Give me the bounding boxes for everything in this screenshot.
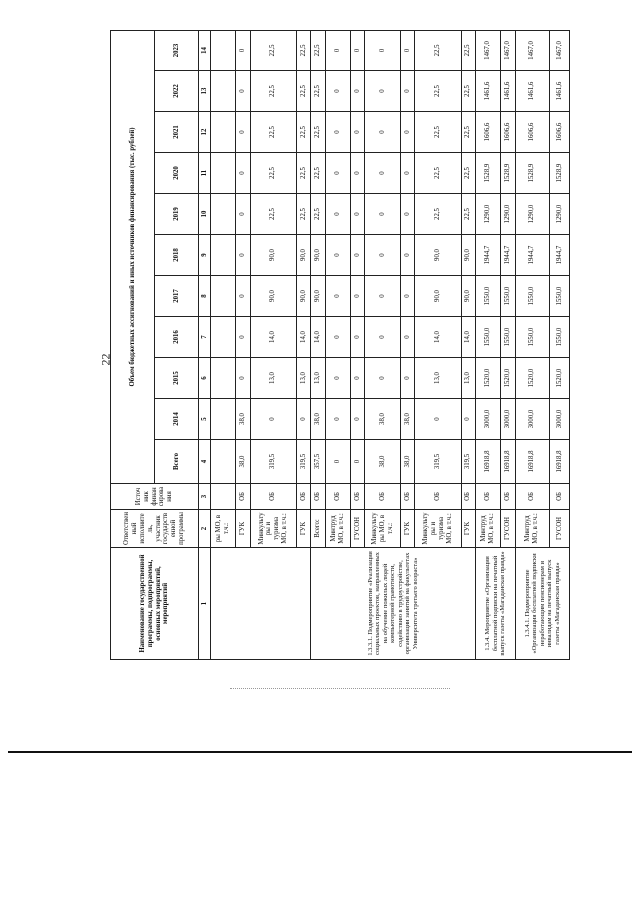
value-cell: 0	[350, 30, 365, 70]
value-cell: 22,5	[461, 194, 476, 235]
source-cell: ОБ	[415, 484, 461, 510]
source-cell: ОБ	[350, 484, 365, 510]
value-cell: 13,0	[250, 358, 296, 399]
value-cell: 1461,6	[476, 71, 501, 112]
header-responsible: Ответственный исполнитель, участник государственной программы	[111, 510, 199, 548]
value-cell: 22,5	[415, 112, 461, 153]
page-number: 22	[98, 353, 113, 366]
value-cell: 1461,6	[501, 71, 516, 112]
value-cell: 22,5	[415, 153, 461, 194]
value-cell: 0	[325, 194, 350, 235]
value-cell: 22,5	[250, 194, 296, 235]
value-cell: 0	[236, 358, 251, 399]
value-cell: 0	[365, 112, 401, 153]
value-cell: 0	[400, 194, 415, 235]
value-cell: 1520,0	[549, 358, 569, 399]
value-cell: 1550,0	[501, 276, 516, 317]
value-cell	[211, 30, 236, 70]
value-cell: 1520,0	[476, 358, 501, 399]
value-cell: 1550,0	[515, 276, 549, 317]
header-source: Источник финансирования	[111, 484, 199, 510]
value-cell: 3000,0	[549, 399, 569, 440]
value-cell: 0	[400, 276, 415, 317]
value-cell: 0	[350, 194, 365, 235]
value-cell: 0	[325, 317, 350, 358]
value-cell: 0	[325, 440, 350, 484]
value-cell: 22,5	[296, 30, 311, 70]
value-cell: 22,5	[296, 194, 311, 235]
value-cell: 22,5	[415, 194, 461, 235]
value-cell: 38,0	[236, 440, 251, 484]
value-cell: 0	[296, 399, 311, 440]
source-cell: ОБ	[549, 484, 569, 510]
column-number: 12	[199, 112, 211, 153]
value-cell: 14,0	[461, 317, 476, 358]
value-cell: 319,5	[461, 440, 476, 484]
measure-name	[211, 548, 311, 660]
value-cell: 1467,0	[476, 30, 501, 70]
budget-table	[110, 30, 570, 660]
responsible-cell: Минкультуры и туризма МО, в т.ч.:	[415, 510, 461, 548]
responsible-cell: ГУК	[400, 510, 415, 548]
value-cell: 0	[350, 153, 365, 194]
value-cell: 0	[325, 71, 350, 112]
header-year: 2016	[155, 317, 199, 358]
source-cell: ОБ	[501, 484, 516, 510]
value-cell: 22,5	[311, 112, 326, 153]
value-cell: 22,5	[415, 30, 461, 70]
responsible-cell: Минтруд МО, в т.ч.:	[325, 510, 350, 548]
value-cell: 0	[365, 194, 401, 235]
value-cell: 38,0	[365, 399, 401, 440]
source-cell: ОБ	[311, 484, 326, 510]
column-number: 4	[199, 440, 211, 484]
responsible-cell: Минтруд МО, в т.ч.:	[476, 510, 501, 548]
column-number-row	[199, 30, 211, 659]
value-cell: 22,5	[296, 112, 311, 153]
value-cell: 0	[365, 153, 401, 194]
value-cell: 16918,8	[476, 440, 501, 484]
header-total: Всего	[155, 440, 199, 484]
source-cell: ОБ	[476, 484, 501, 510]
value-cell: 1290,0	[501, 194, 516, 235]
value-cell: 38,0	[236, 399, 251, 440]
value-cell: 0	[400, 112, 415, 153]
value-cell: 0	[350, 112, 365, 153]
value-cell: 1550,0	[476, 317, 501, 358]
value-cell: 357,5	[311, 440, 326, 484]
value-cell: 0	[400, 153, 415, 194]
value-cell: 90,0	[461, 235, 476, 276]
value-cell: 90,0	[296, 276, 311, 317]
source-cell	[211, 484, 236, 510]
column-number: 13	[199, 71, 211, 112]
value-cell: 319,5	[250, 440, 296, 484]
value-cell: 0	[236, 30, 251, 70]
value-cell	[211, 358, 236, 399]
value-cell: 1606,6	[476, 112, 501, 153]
value-cell: 1606,6	[515, 112, 549, 153]
value-cell: 319,5	[415, 440, 461, 484]
value-cell: 1467,0	[501, 30, 516, 70]
value-cell: 0	[350, 317, 365, 358]
header-year: 2018	[155, 235, 199, 276]
column-number: 3	[199, 484, 211, 510]
value-cell: 16918,8	[501, 440, 516, 484]
value-cell: 0	[236, 276, 251, 317]
value-cell: 1550,0	[476, 276, 501, 317]
value-cell: 0	[365, 358, 401, 399]
value-cell: 90,0	[250, 235, 296, 276]
value-cell: 0	[236, 71, 251, 112]
source-cell: ОБ	[250, 484, 296, 510]
value-cell: 1461,6	[515, 71, 549, 112]
value-cell: 1606,6	[501, 112, 516, 153]
source-cell: ОБ	[365, 484, 401, 510]
rotated-page-content	[110, 30, 570, 660]
value-cell: 22,5	[311, 71, 326, 112]
bottom-rule-line	[8, 751, 632, 753]
value-cell	[211, 440, 236, 484]
value-cell: 38,0	[365, 440, 401, 484]
value-cell: 0	[415, 399, 461, 440]
header-year: 2021	[155, 112, 199, 153]
source-cell: ОБ	[515, 484, 549, 510]
value-cell: 22,5	[250, 30, 296, 70]
value-cell: 0	[325, 235, 350, 276]
value-cell: 16918,8	[549, 440, 569, 484]
value-cell: 1528,9	[501, 153, 516, 194]
source-cell: ОБ	[296, 484, 311, 510]
value-cell: 0	[325, 358, 350, 399]
value-cell: 0	[365, 317, 401, 358]
measure-name: 1.3.4.1. Подмероприятие «Организация бесплатной подписки неработающим пенсионерам и инвалидам на печатный выпуск газеты «Магаданская правда»	[515, 548, 569, 660]
value-cell: 1944,7	[501, 235, 516, 276]
value-cell: 22,5	[296, 153, 311, 194]
value-cell: 14,0	[250, 317, 296, 358]
column-number: 1	[199, 548, 211, 660]
value-cell: 1290,0	[476, 194, 501, 235]
value-cell: 90,0	[415, 235, 461, 276]
value-cell: 22,5	[415, 71, 461, 112]
responsible-cell: ГУК	[236, 510, 251, 548]
column-number: 9	[199, 235, 211, 276]
value-cell: 14,0	[296, 317, 311, 358]
column-number: 8	[199, 276, 211, 317]
value-cell	[211, 235, 236, 276]
value-cell: 0	[325, 399, 350, 440]
value-cell: 1550,0	[501, 317, 516, 358]
value-cell: 0	[350, 235, 365, 276]
value-cell: 90,0	[311, 276, 326, 317]
value-cell: 0	[350, 71, 365, 112]
value-cell: 1290,0	[549, 194, 569, 235]
value-cell: 90,0	[461, 276, 476, 317]
value-cell: 38,0	[400, 399, 415, 440]
value-cell	[211, 194, 236, 235]
value-cell: 3000,0	[476, 399, 501, 440]
value-cell: 0	[325, 112, 350, 153]
value-cell	[211, 399, 236, 440]
header-year: 2020	[155, 153, 199, 194]
header-year: 2023	[155, 30, 199, 70]
value-cell: 38,0	[400, 440, 415, 484]
value-cell: 0	[236, 235, 251, 276]
value-cell: 0	[365, 235, 401, 276]
value-cell: 3000,0	[501, 399, 516, 440]
responsible-cell: Минтруд МО, в т.ч.:	[515, 510, 549, 548]
header-row-1	[111, 30, 155, 659]
column-number: 11	[199, 153, 211, 194]
value-cell: 0	[236, 317, 251, 358]
value-cell	[211, 112, 236, 153]
responsible-cell: ГУСОН	[549, 510, 569, 548]
value-cell	[211, 153, 236, 194]
measure-name: 1.3.4. Мероприятие «Организация бесплатной подписки на печатный выпуск газеты «Магаданская правда»	[476, 548, 516, 660]
value-cell: 0	[365, 71, 401, 112]
value-cell: 1944,7	[549, 235, 569, 276]
value-cell: 0	[400, 30, 415, 70]
header-year: 2014	[155, 399, 199, 440]
header-year: 2017	[155, 276, 199, 317]
table-row	[476, 30, 501, 659]
value-cell: 1520,0	[501, 358, 516, 399]
value-cell: 22,5	[461, 153, 476, 194]
source-cell: ОБ	[325, 484, 350, 510]
value-cell: 22,5	[250, 153, 296, 194]
responsible-cell: ГУСОН	[350, 510, 365, 548]
column-number: 2	[199, 510, 211, 548]
value-cell: 1528,9	[549, 153, 569, 194]
value-cell: 1290,0	[515, 194, 549, 235]
source-cell: ОБ	[400, 484, 415, 510]
value-cell: 90,0	[415, 276, 461, 317]
column-number: 14	[199, 30, 211, 70]
value-cell: 90,0	[250, 276, 296, 317]
value-cell: 13,0	[311, 358, 326, 399]
table-row	[211, 30, 236, 659]
value-cell: 22,5	[311, 194, 326, 235]
value-cell: 0	[350, 440, 365, 484]
value-cell: 0	[350, 399, 365, 440]
header-year: 2019	[155, 194, 199, 235]
value-cell: 1550,0	[549, 317, 569, 358]
value-cell: 0	[325, 30, 350, 70]
value-cell: 319,5	[296, 440, 311, 484]
value-cell: 22,5	[250, 71, 296, 112]
responsible-cell: Минкультуры МО, в т.ч.:	[365, 510, 401, 548]
value-cell: 0	[461, 399, 476, 440]
value-cell: 0	[250, 399, 296, 440]
value-cell: 1550,0	[549, 276, 569, 317]
value-cell: 0	[236, 194, 251, 235]
value-cell: 1944,7	[515, 235, 549, 276]
value-cell: 1606,6	[549, 112, 569, 153]
value-cell: 22,5	[250, 112, 296, 153]
measure-name: 1.3.3.1. Подмероприятие «Реализация социальных проектов, направленных на обучение пожилых людей компьютерной грамотности, содействию в трудоустройстве, организации занятий на факультетах Университета третьего возраста»	[311, 548, 476, 660]
value-cell: 1528,9	[476, 153, 501, 194]
column-number: 7	[199, 317, 211, 358]
column-number: 5	[199, 399, 211, 440]
responsible-cell: Всего:	[311, 510, 326, 548]
value-cell: 22,5	[296, 71, 311, 112]
value-cell: 0	[400, 235, 415, 276]
table-row	[311, 30, 326, 659]
value-cell: 0	[325, 276, 350, 317]
table-row	[515, 30, 549, 659]
value-cell: 14,0	[311, 317, 326, 358]
faint-dotted-line	[230, 688, 450, 690]
header-year: 2015	[155, 358, 199, 399]
value-cell: 1528,9	[515, 153, 549, 194]
value-cell: 0	[365, 30, 401, 70]
value-cell: 0	[365, 276, 401, 317]
header-year: 2022	[155, 71, 199, 112]
header-name: Наименование государственной программы, подпрограммы, основных мероприятий, мероприятий	[111, 548, 199, 660]
value-cell: 0	[350, 358, 365, 399]
source-cell: ОБ	[236, 484, 251, 510]
value-cell: 1944,7	[476, 235, 501, 276]
value-cell: 13,0	[296, 358, 311, 399]
responsible-cell: ГУК	[461, 510, 476, 548]
responsible-cell: Минкультуры и туризма МО, в т.ч.:	[250, 510, 296, 548]
value-cell: 0	[236, 153, 251, 194]
value-cell: 0	[350, 276, 365, 317]
responsible-cell: ГУСОН	[501, 510, 516, 548]
value-cell: 1467,0	[549, 30, 569, 70]
value-cell: 0	[400, 358, 415, 399]
value-cell: 22,5	[311, 153, 326, 194]
value-cell: 1520,0	[515, 358, 549, 399]
value-cell: 13,0	[415, 358, 461, 399]
responsible-cell: ры МО, в т.ч.:	[211, 510, 236, 548]
responsible-cell: ГУК	[296, 510, 311, 548]
header-volume-title: Объем бюджетных ассигнований и иных источников финансирования (тыс. рублей)	[111, 30, 155, 483]
value-cell: 0	[400, 71, 415, 112]
value-cell: 0	[236, 112, 251, 153]
value-cell: 38,0	[311, 399, 326, 440]
value-cell: 22,5	[461, 71, 476, 112]
value-cell: 1467,0	[515, 30, 549, 70]
value-cell: 90,0	[296, 235, 311, 276]
value-cell: 1550,0	[515, 317, 549, 358]
column-number: 6	[199, 358, 211, 399]
value-cell: 0	[400, 317, 415, 358]
value-cell: 22,5	[461, 30, 476, 70]
value-cell: 3000,0	[515, 399, 549, 440]
source-cell: ОБ	[461, 484, 476, 510]
value-cell	[211, 276, 236, 317]
value-cell: 13,0	[461, 358, 476, 399]
value-cell: 1461,6	[549, 71, 569, 112]
value-cell: 90,0	[311, 235, 326, 276]
column-number: 10	[199, 194, 211, 235]
value-cell: 14,0	[415, 317, 461, 358]
value-cell	[211, 71, 236, 112]
value-cell: 22,5	[461, 112, 476, 153]
value-cell: 22,5	[311, 30, 326, 70]
value-cell: 0	[325, 153, 350, 194]
value-cell: 16918,8	[515, 440, 549, 484]
value-cell	[211, 317, 236, 358]
